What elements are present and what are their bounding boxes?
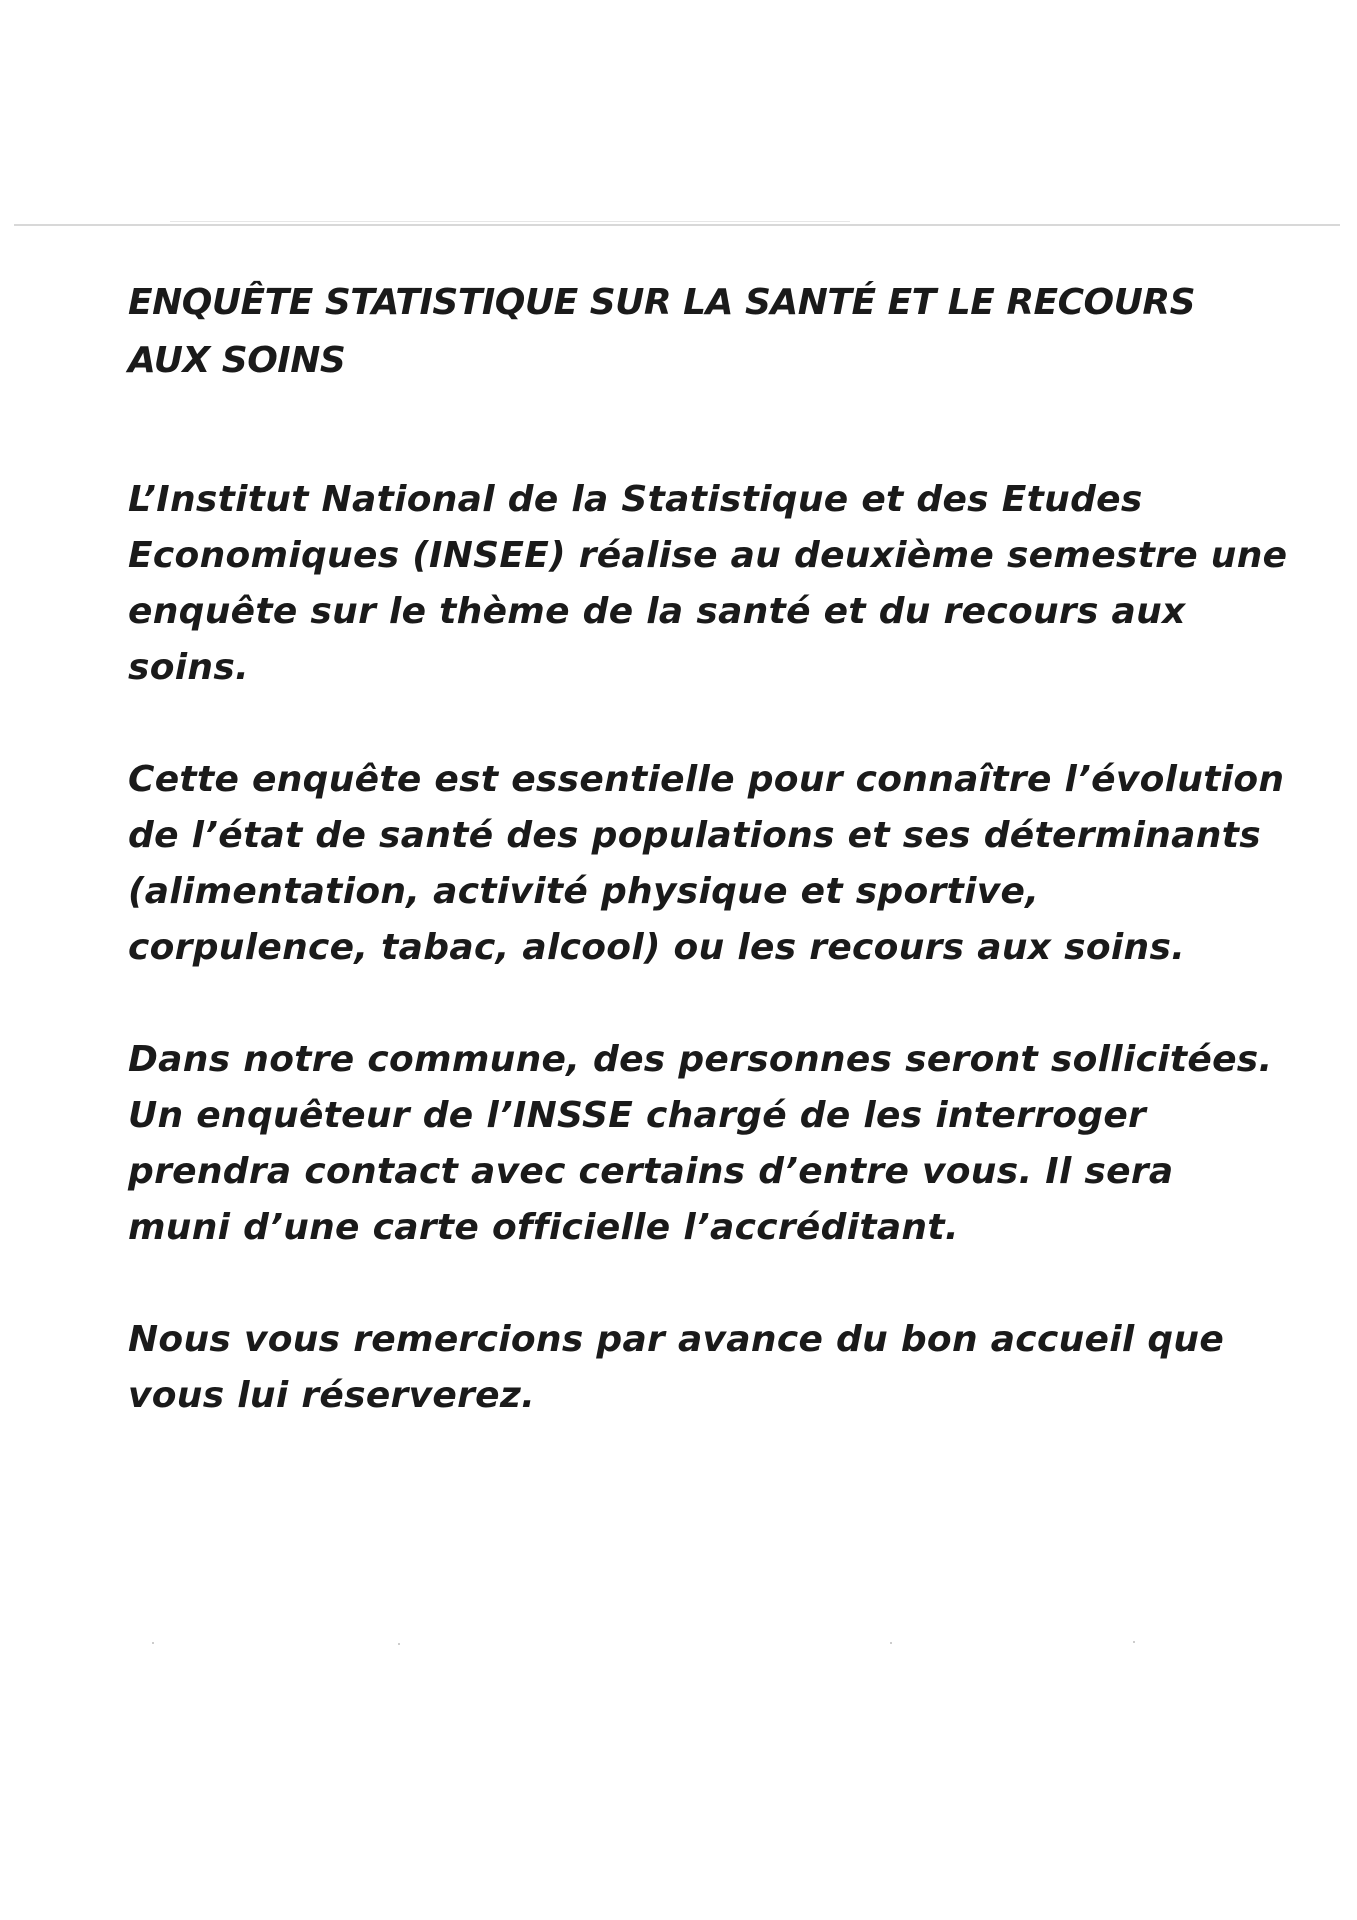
top-divider-faint — [170, 221, 850, 222]
paragraph-thanks: Nous vous remercions par avance du bon accueil que vous lui réserverez. — [128, 1319, 1225, 1416]
scan-speck — [1133, 1641, 1135, 1643]
scan-speck — [890, 1642, 892, 1644]
paragraph-contact: Dans notre commune, des personnes seront sollicitées. Un enquêteur de l’INSSE chargé de les interroger prendra contact avec certains d’entre vous. Il sera muni d’une carte officielle l’accréditant. — [128, 1039, 1273, 1248]
scan-speck — [398, 1643, 400, 1645]
scan-speck — [152, 1642, 154, 1644]
document-body — [128, 274, 1288, 1424]
paragraph-intro: L’Institut National de la Statistique et des Etudes Economiques (INSEE) réalise au deuxième semestre une enquête sur le thème de la santé et du recours aux soins. — [128, 479, 1288, 688]
paragraph-importance: Cette enquête est essentielle pour connaître l’évolution de l’état de santé des populations et ses déterminants (alimentation, activité physique et sportive, corpulence, tabac, alcool) ou les recours aux soins. — [128, 759, 1285, 968]
document-title: ENQUÊTE STATISTIQUE SUR LA SANTÉ ET LE RECOURS AUX SOINS — [128, 282, 1196, 381]
top-divider — [14, 224, 1340, 226]
